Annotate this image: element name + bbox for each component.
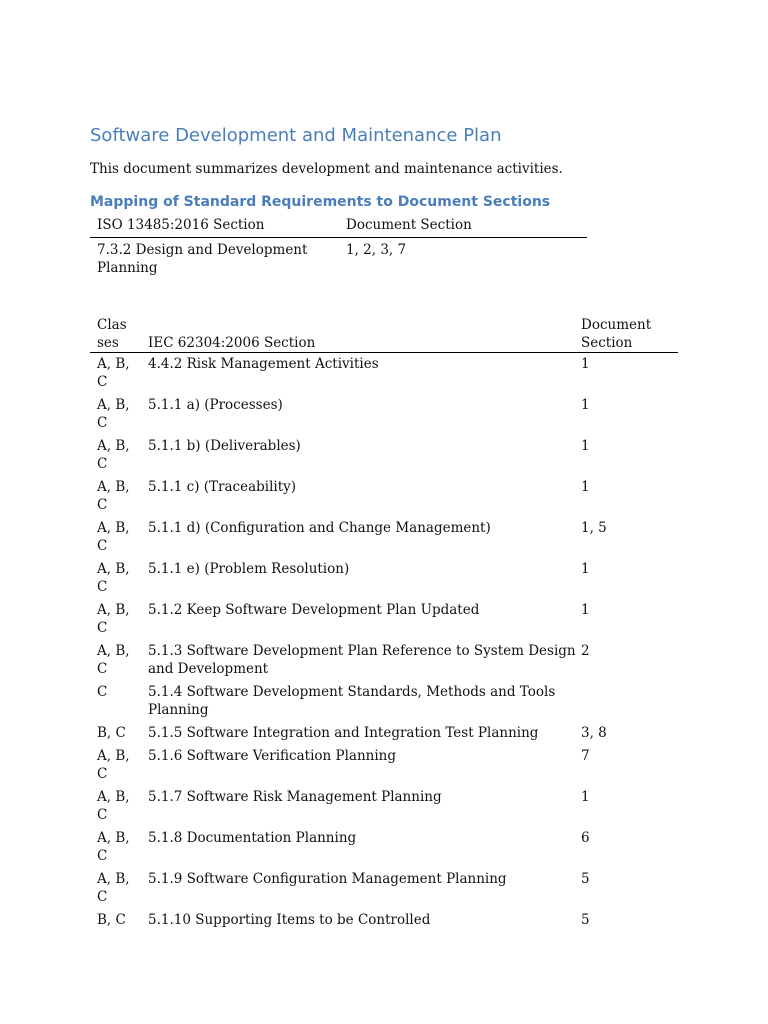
classes-cell-text: A, B, C xyxy=(97,748,130,782)
column-header-iec-section: IEC 62304:2006 Section xyxy=(148,313,581,353)
classes-cell xyxy=(90,395,148,436)
classes-cell xyxy=(90,723,148,746)
iso-mapping-table xyxy=(90,216,587,277)
iec-section-cell: 5.1.1 c) (Traceability) xyxy=(148,479,297,495)
table-row xyxy=(90,395,678,436)
table-row xyxy=(90,746,678,787)
table-row xyxy=(90,238,587,278)
iec-section-cell: 5.1.1 a) (Processes) xyxy=(148,397,283,413)
document-section-cell: 1 xyxy=(581,479,590,495)
classes-cell-text: A, B, C xyxy=(97,479,130,513)
document-section-cell: 1 xyxy=(581,561,590,577)
table-header-row xyxy=(90,216,587,238)
document-title: Software Development and Maintenance Plan xyxy=(90,125,502,146)
classes-cell xyxy=(90,641,148,682)
table-row xyxy=(90,600,678,641)
classes-cell-text: A, B, C xyxy=(97,871,130,905)
iec-section-cell: 5.1.6 Software Verification Planning xyxy=(148,748,397,764)
table-row xyxy=(90,518,678,559)
document-section-cell: 7 xyxy=(581,748,590,764)
document-section-cell xyxy=(581,682,678,723)
classes-cell xyxy=(90,828,148,869)
section-heading: Mapping of Standard Requirements to Document Sections xyxy=(90,194,551,210)
document-section-cell: 1 xyxy=(581,438,590,454)
iec-section-cell: 4.4.2 Risk Management Activities xyxy=(148,356,379,372)
classes-cell xyxy=(90,787,148,828)
column-header-classes xyxy=(90,313,148,353)
classes-cell-text: C xyxy=(97,684,108,700)
classes-cell xyxy=(90,477,148,518)
document-section-cell: 1, 5 xyxy=(581,520,607,536)
classes-cell xyxy=(90,559,148,600)
classes-cell xyxy=(90,353,148,395)
document-section-cell: 3, 8 xyxy=(581,725,607,741)
table-row xyxy=(90,828,678,869)
classes-cell-text: A, B, C xyxy=(97,397,130,431)
classes-cell xyxy=(90,600,148,641)
classes-cell-text: A, B, C xyxy=(97,520,130,554)
document-section-cell: 1 xyxy=(581,789,590,805)
iec-section-cell: 5.1.1 b) (Deliverables) xyxy=(148,438,301,454)
document-section-cell: 1 xyxy=(581,356,590,372)
column-header-document-section: Document Section xyxy=(581,313,678,353)
iec-table-body xyxy=(90,353,678,933)
document-section-cell: 5 xyxy=(581,871,590,887)
classes-cell xyxy=(90,682,148,723)
iec-section-cell: 5.1.4 Software Development Standards, Methods and Tools Planning xyxy=(148,684,556,718)
iec-section-cell: 5.1.9 Software Configuration Management Planning xyxy=(148,871,507,887)
classes-header-text: Classes xyxy=(97,317,127,351)
table-row xyxy=(90,910,678,933)
iso-section-cell: 7.3.2 Design and Development Planning xyxy=(97,242,308,276)
classes-cell-text: A, B, C xyxy=(97,438,130,472)
table-row xyxy=(90,559,678,600)
classes-cell-text: A, B, C xyxy=(97,602,130,636)
classes-cell-text: B, C xyxy=(97,912,126,928)
iec-section-cell: 5.1.5 Software Integration and Integration Test Planning xyxy=(148,725,539,741)
classes-cell-text: A, B, C xyxy=(97,643,130,677)
table-row xyxy=(90,477,678,518)
iec-mapping-table xyxy=(90,313,678,933)
table-row xyxy=(90,436,678,477)
classes-cell-text: A, B, C xyxy=(97,356,130,390)
column-header-document-section: Document Section xyxy=(346,216,587,238)
classes-cell-text: A, B, C xyxy=(97,561,130,595)
iec-section-cell: 5.1.1 e) (Problem Resolution) xyxy=(148,561,350,577)
iec-section-cell: 5.1.7 Software Risk Management Planning xyxy=(148,789,442,805)
column-header-iso-section: ISO 13485:2016 Section xyxy=(90,216,346,238)
document-section-cell: 1 xyxy=(581,602,590,618)
classes-cell-text: A, B, C xyxy=(97,830,130,864)
iec-section-cell: 5.1.1 d) (Configuration and Change Management) xyxy=(148,520,491,536)
table-header-row xyxy=(90,313,678,353)
document-section-cell: 2 xyxy=(581,643,590,659)
iec-section-cell: 5.1.10 Supporting Items to be Controlled xyxy=(148,912,431,928)
iec-section-cell: 5.1.2 Keep Software Development Plan Updated xyxy=(148,602,480,618)
document-section-cell: 1, 2, 3, 7 xyxy=(346,242,407,258)
classes-cell xyxy=(90,910,148,933)
document-section-cell: 1 xyxy=(581,397,590,413)
classes-cell xyxy=(90,518,148,559)
document-section-cell: 6 xyxy=(581,830,590,846)
table-row xyxy=(90,641,678,682)
intro-paragraph: This document summarizes development and maintenance activities. xyxy=(90,161,563,177)
table-row xyxy=(90,723,678,746)
classes-cell xyxy=(90,436,148,477)
classes-cell xyxy=(90,746,148,787)
classes-cell-text: B, C xyxy=(97,725,126,741)
iec-section-cell: 5.1.8 Documentation Planning xyxy=(148,830,357,846)
classes-cell-text: A, B, C xyxy=(97,789,130,823)
iec-section-cell: 5.1.3 Software Development Plan Reference to System Design and Development xyxy=(148,643,576,677)
table-row xyxy=(90,682,678,723)
table-row xyxy=(90,353,678,395)
table-row xyxy=(90,787,678,828)
classes-cell xyxy=(90,869,148,910)
table-row xyxy=(90,869,678,910)
document-section-cell: 5 xyxy=(581,912,590,928)
